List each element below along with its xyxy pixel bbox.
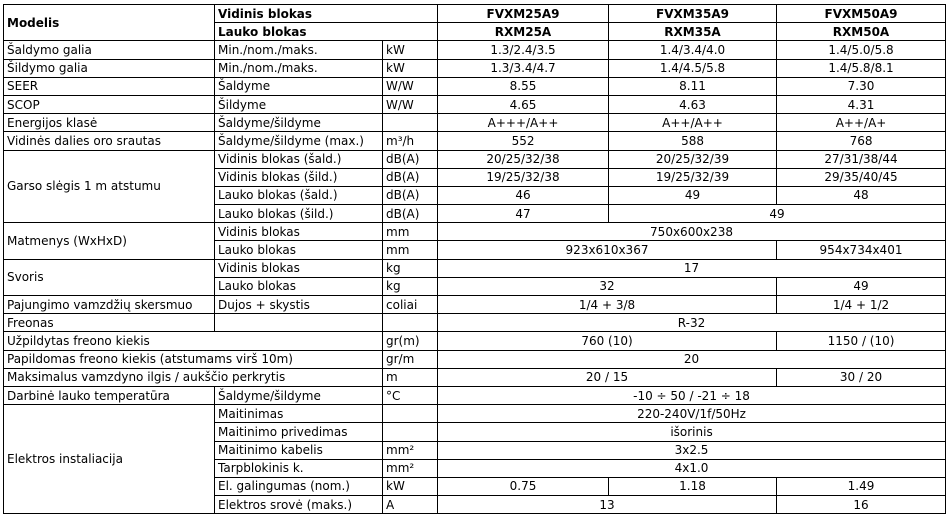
row-label: Pajungimo vamzdžių skersmuo: [4, 296, 215, 314]
row-unit: W/W: [383, 95, 438, 113]
row-label: Garso slėgis 1 m atstumu: [4, 150, 215, 223]
row-unit: [383, 314, 438, 332]
row-condition: Vidinis blokas (šald.): [215, 150, 383, 168]
value-cell: 768: [777, 132, 946, 150]
row-unit: [383, 405, 438, 423]
row-label: Šildymo galia: [4, 59, 215, 77]
model-label: Modelis: [4, 5, 215, 41]
row-condition: El. galingumas (nom.): [215, 477, 383, 495]
row-refrigerant: [4, 314, 946, 332]
row-max-length: [4, 368, 946, 386]
row-unit: m³/h: [383, 132, 438, 150]
row-label: Papildomas freono kiekis (atstumams virš 10m): [4, 350, 383, 368]
row-unit: A: [383, 496, 438, 514]
value-cell: 220-240V/1f/50Hz: [438, 405, 946, 423]
row-extra-charge: [4, 350, 946, 368]
value-cell: 29/35/40/45: [777, 168, 946, 186]
value-cell: 1150 / (10): [777, 332, 946, 350]
value-cell: 0.75: [438, 477, 609, 495]
value-cell: 1.3/2.4/3.5: [438, 41, 609, 59]
row-condition: Lauko blokas (šald.): [215, 186, 383, 204]
row-condition: Šaldyme/šildyme: [215, 114, 383, 132]
row-unit: dB(A): [383, 205, 438, 223]
row-unit: dB(A): [383, 168, 438, 186]
row-label: Freonas: [4, 314, 215, 332]
row-condition: Maitinimas: [215, 405, 383, 423]
value-cell: 552: [438, 132, 609, 150]
outdoor-model-2: RXM35A: [609, 23, 777, 41]
value-cell: A+++/A++: [438, 114, 609, 132]
outdoor-model-1: RXM25A: [438, 23, 609, 41]
row-noise-1: [4, 150, 946, 168]
value-cell: 17: [438, 259, 946, 277]
row-label: Elektros instaliacija: [4, 405, 215, 514]
row-condition: Elektros srovė (maks.): [215, 496, 383, 514]
value-cell: 1.4/4.5/5.8: [609, 59, 777, 77]
row-label: Darbinė lauko temperatūra: [4, 386, 215, 404]
value-cell: 1.4/5.0/5.8: [777, 41, 946, 59]
row-unit: dB(A): [383, 150, 438, 168]
row-unit: mm²: [383, 459, 438, 477]
value-cell: 16: [777, 496, 946, 514]
row-unit: [383, 423, 438, 441]
row-unit: kg: [383, 277, 438, 295]
indoor-model-1: FVXM25A9: [438, 5, 609, 23]
row-heating: [4, 59, 946, 77]
value-cell: 4.31: [777, 95, 946, 113]
row-label: SEER: [4, 77, 215, 95]
row-condition: Maitinimo privedimas: [215, 423, 383, 441]
row-unit: mm²: [383, 441, 438, 459]
row-condition: Šaldyme: [215, 77, 383, 95]
value-cell: 20 / 15: [438, 368, 777, 386]
row-label: Užpildytas freono kiekis: [4, 332, 383, 350]
value-cell: 954x734x401: [777, 241, 946, 259]
value-cell: 32: [438, 277, 777, 295]
row-dimensions-1: [4, 223, 946, 241]
row-unit: °C: [383, 386, 438, 404]
value-cell: A++/A+: [777, 114, 946, 132]
value-cell: 8.55: [438, 77, 609, 95]
value-cell: 49: [609, 186, 777, 204]
row-scop: [4, 95, 946, 113]
row-condition: Lauko blokas (šild.): [215, 205, 383, 223]
value-cell: 923x610x367: [438, 241, 777, 259]
value-cell: 4.63: [609, 95, 777, 113]
row-condition: Lauko blokas: [215, 277, 383, 295]
row-unit: gr(m): [383, 332, 438, 350]
value-cell: 49: [609, 205, 946, 223]
row-airflow: [4, 132, 946, 150]
row-unit: mm: [383, 223, 438, 241]
row-unit: gr/m: [383, 350, 438, 368]
row-condition: Min./nom./maks.: [215, 59, 383, 77]
value-cell: 1.4/3.4/4.0: [609, 41, 777, 59]
row-condition: Maitinimo kabelis: [215, 441, 383, 459]
value-cell: 46: [438, 186, 609, 204]
value-cell: 1/4 + 3/8: [438, 296, 777, 314]
value-cell: 1.4/5.8/8.1: [777, 59, 946, 77]
row-condition: Šaldyme/šildyme (max.): [215, 132, 383, 150]
indoor-unit-label: Vidinis blokas: [215, 5, 438, 23]
row-condition: Šaldyme/šildyme: [215, 386, 383, 404]
value-cell: 1.3/3.4/4.7: [438, 59, 609, 77]
value-cell: 1.18: [609, 477, 777, 495]
row-seer: [4, 77, 946, 95]
row-unit: kW: [383, 59, 438, 77]
row-unit: W/W: [383, 77, 438, 95]
value-cell: 27/31/38/44: [777, 150, 946, 168]
row-pipes: [4, 296, 946, 314]
spec-table: [3, 4, 946, 514]
row-condition: [215, 314, 383, 332]
row-label: Šaldymo galia: [4, 41, 215, 59]
row-unit: kW: [383, 477, 438, 495]
outdoor-model-3: RXM50A: [777, 23, 946, 41]
row-unit: dB(A): [383, 186, 438, 204]
value-cell: 7.30: [777, 77, 946, 95]
value-cell: 13: [438, 496, 777, 514]
value-cell: 4x1.0: [438, 459, 946, 477]
value-cell: 49: [777, 277, 946, 295]
indoor-model-3: FVXM50A9: [777, 5, 946, 23]
value-cell: R-32: [438, 314, 946, 332]
value-cell: 19/25/32/38: [438, 168, 609, 186]
row-label: Svoris: [4, 259, 215, 295]
value-cell: 48: [777, 186, 946, 204]
row-condition: Tarpblokinis k.: [215, 459, 383, 477]
row-label: Maksimalus vamzdyno ilgis / aukščio perkrytis: [4, 368, 383, 386]
row-condition: Lauko blokas: [215, 241, 383, 259]
row-cooling: [4, 41, 946, 59]
row-condition: Dujos + skystis: [215, 296, 383, 314]
value-cell: 588: [609, 132, 777, 150]
row-charge: [4, 332, 946, 350]
outdoor-unit-label: Lauko blokas: [215, 23, 438, 41]
value-cell: 20/25/32/38: [438, 150, 609, 168]
indoor-model-2: FVXM35A9: [609, 5, 777, 23]
value-cell: -10 ÷ 50 / -21 ÷ 18: [438, 386, 946, 404]
row-unit: coliai: [383, 296, 438, 314]
row-unit: m: [383, 368, 438, 386]
value-cell: 760 (10): [438, 332, 777, 350]
row-label: Energijos klasė: [4, 114, 215, 132]
row-unit: kg: [383, 259, 438, 277]
row-condition: Vidinis blokas: [215, 223, 383, 241]
value-cell: 47: [438, 205, 609, 223]
value-cell: 1/4 + 1/2: [777, 296, 946, 314]
value-cell: A++/A++: [609, 114, 777, 132]
value-cell: 20: [438, 350, 946, 368]
row-unit: mm: [383, 241, 438, 259]
value-cell: 30 / 20: [777, 368, 946, 386]
value-cell: 19/25/32/39: [609, 168, 777, 186]
row-condition: Min./nom./maks.: [215, 41, 383, 59]
header-row-indoor: [4, 5, 946, 23]
row-condition: Vidinis blokas (šild.): [215, 168, 383, 186]
row-condition: Vidinis blokas: [215, 259, 383, 277]
row-weight-1: [4, 259, 946, 277]
row-electrical-1: [4, 405, 946, 423]
row-label: Matmenys (WxHxD): [4, 223, 215, 259]
value-cell: išorinis: [438, 423, 946, 441]
row-unit: [383, 114, 438, 132]
row-label: SCOP: [4, 95, 215, 113]
row-unit: kW: [383, 41, 438, 59]
value-cell: 3x2.5: [438, 441, 946, 459]
row-energy-class: [4, 114, 946, 132]
value-cell: 1.49: [777, 477, 946, 495]
row-label: Vidinės dalies oro srautas: [4, 132, 215, 150]
row-condition: Šildyme: [215, 95, 383, 113]
value-cell: 8.11: [609, 77, 777, 95]
value-cell: 4.65: [438, 95, 609, 113]
row-outdoor-temp: [4, 386, 946, 404]
value-cell: 20/25/32/39: [609, 150, 777, 168]
value-cell: 750x600x238: [438, 223, 946, 241]
